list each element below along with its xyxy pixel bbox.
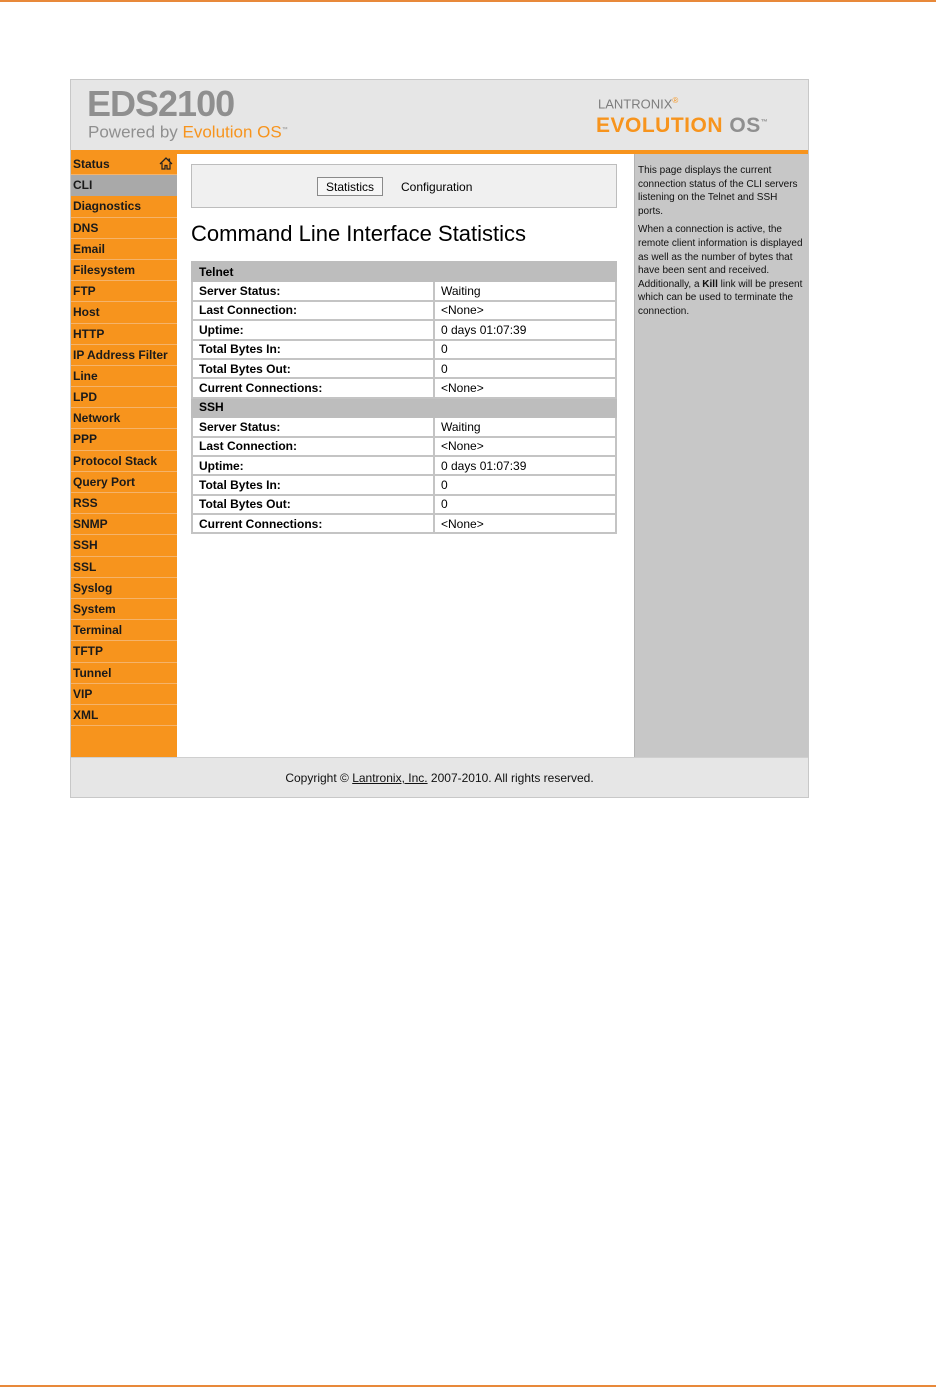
sidebar-nav xyxy=(71,154,177,757)
copyright-suffix: 2007-2010. All rights reserved. xyxy=(430,771,594,785)
sidebar-item-label: System xyxy=(73,601,116,616)
logo-vendor: LANTRONIX® xyxy=(598,96,679,112)
sidebar-item-snmp[interactable] xyxy=(71,514,177,535)
row-value: <None> xyxy=(434,301,616,320)
sidebar-item-label: Network xyxy=(73,411,121,426)
sidebar-item-ppp[interactable] xyxy=(71,429,177,450)
sidebar-item-tftp[interactable] xyxy=(71,641,177,662)
sidebar-item-label: DNS xyxy=(73,220,99,235)
main-content xyxy=(177,154,634,757)
powered-tm: ™ xyxy=(281,127,288,133)
tab-statistics[interactable]: Statistics xyxy=(317,177,383,196)
row-label: Server Status: xyxy=(192,281,434,300)
tab-bar xyxy=(191,164,617,208)
sidebar-item-host[interactable] xyxy=(71,302,177,323)
sidebar-item-network[interactable] xyxy=(71,408,177,429)
powered-prefix: Powered by xyxy=(88,122,178,142)
table-row xyxy=(192,437,616,456)
sidebar-item-ssl[interactable] xyxy=(71,557,177,578)
table-row xyxy=(192,281,616,300)
sidebar-item-label: Email xyxy=(73,241,106,256)
sidebar-item-label: Query Port xyxy=(73,474,136,489)
sidebar-item-label: Filesystem xyxy=(73,262,136,277)
row-value: 0 xyxy=(434,475,616,494)
header xyxy=(71,80,808,150)
row-value: 0 xyxy=(434,359,616,378)
row-value: <None> xyxy=(434,437,616,456)
table-row xyxy=(192,320,616,339)
row-value: 0 days 01:07:39 xyxy=(434,456,616,475)
sidebar-item-lpd[interactable] xyxy=(71,387,177,408)
row-value: <None> xyxy=(434,514,616,533)
row-label: Current Connections: xyxy=(192,514,434,533)
sidebar-item-label: VIP xyxy=(73,686,93,701)
powered-by xyxy=(88,120,288,143)
row-label: Total Bytes Out: xyxy=(192,359,434,378)
sidebar-item-label: Syslog xyxy=(73,580,113,595)
help-kill-term: Kill xyxy=(702,278,718,290)
sidebar-item-label: RSS xyxy=(73,496,98,510)
web-ui-frame xyxy=(70,79,809,798)
sidebar-item-syslog[interactable] xyxy=(71,578,177,599)
sidebar-item-http[interactable] xyxy=(71,324,177,345)
section-heading: Telnet xyxy=(192,262,616,281)
tab-configuration[interactable]: Configuration xyxy=(401,180,473,194)
row-label: Server Status: xyxy=(192,417,434,436)
sidebar-item-ftp[interactable] xyxy=(71,281,177,302)
home-icon[interactable] xyxy=(159,157,173,170)
sidebar-item-status[interactable] xyxy=(71,154,177,175)
table-row xyxy=(192,495,616,514)
row-label: Last Connection: xyxy=(192,301,434,320)
powered-brand: Evolution OS xyxy=(182,122,282,142)
sidebar-item-line[interactable] xyxy=(71,366,177,387)
sidebar-item-protocol-stack[interactable] xyxy=(71,451,177,472)
logo-product: EVOLUTION OS™ xyxy=(596,114,769,138)
bottom-rule xyxy=(0,1385,936,1387)
table-row xyxy=(192,475,616,494)
lantronix-logo xyxy=(596,94,796,138)
sidebar-item-terminal[interactable] xyxy=(71,620,177,641)
sidebar-item-label: TFTP xyxy=(73,644,103,659)
sidebar-item-rss[interactable] xyxy=(71,493,177,514)
sidebar-item-label: CLI xyxy=(73,178,93,193)
sidebar-item-label: SSH xyxy=(73,538,98,553)
sidebar-item-label: Protocol Stack xyxy=(73,453,158,468)
sidebar-item-tunnel[interactable] xyxy=(71,663,177,684)
row-value: 0 xyxy=(434,340,616,359)
sidebar-item-dns[interactable] xyxy=(71,218,177,239)
sidebar-item-ip-address-filter[interactable] xyxy=(71,345,177,366)
sidebar-item-query-port[interactable] xyxy=(71,472,177,493)
table-row xyxy=(192,359,616,378)
row-value: Waiting xyxy=(434,281,616,300)
footer xyxy=(71,757,808,797)
sidebar-item-label: LPD xyxy=(73,390,97,405)
row-value: Waiting xyxy=(434,417,616,436)
table-row xyxy=(192,456,616,475)
section-row-telnet xyxy=(192,262,616,281)
row-label: Total Bytes In: xyxy=(192,340,434,359)
sidebar-item-label: IP Address Filter xyxy=(73,347,168,362)
sidebar-item-vip[interactable] xyxy=(71,684,177,705)
row-value: <None> xyxy=(434,378,616,397)
sidebar-item-filesystem[interactable] xyxy=(71,260,177,281)
section-row-ssh xyxy=(192,398,616,417)
row-value: 0 xyxy=(434,495,616,514)
row-value: 0 days 01:07:39 xyxy=(434,320,616,339)
row-label: Total Bytes Out: xyxy=(192,495,434,514)
help-panel xyxy=(634,154,808,757)
top-rule xyxy=(0,0,936,2)
sidebar-item-label: XML xyxy=(73,707,99,722)
row-label: Last Connection: xyxy=(192,437,434,456)
copyright-prefix: Copyright © xyxy=(285,771,349,785)
row-label: Uptime: xyxy=(192,456,434,475)
sidebar-item-xml[interactable] xyxy=(71,705,177,726)
table-row xyxy=(192,378,616,397)
row-label: Current Connections: xyxy=(192,378,434,397)
section-heading: SSH xyxy=(192,398,616,417)
sidebar-item-label: PPP xyxy=(73,432,98,447)
table-row xyxy=(192,514,616,533)
sidebar-item-cli[interactable] xyxy=(71,175,177,196)
table-row xyxy=(192,340,616,359)
lantronix-link[interactable]: Lantronix, Inc. xyxy=(352,771,428,785)
help-text-intro: This page displays the current connection status of the CLI servers listening on the Telnet and SSH ports. xyxy=(638,165,798,217)
row-label: Uptime: xyxy=(192,320,434,339)
table-row xyxy=(192,301,616,320)
sidebar-item-ssh[interactable] xyxy=(71,535,177,556)
sidebar-item-label: HTTP xyxy=(73,326,105,341)
sidebar-item-system[interactable] xyxy=(71,599,177,620)
sidebar-item-label: Host xyxy=(73,305,100,320)
sidebar-item-label: Status xyxy=(73,157,110,171)
sidebar-item-label: Terminal xyxy=(73,623,123,638)
help-text-details: When a connection is active, the remote client information is displayed as well as the number of bytes that have been sent and received. Additionally, a Kill link will be present which can be used to terminate the connection. xyxy=(638,224,803,317)
product-name: EDS2100 xyxy=(87,83,235,124)
sidebar-item-label: Tunnel xyxy=(73,665,112,680)
sidebar-item-label: Line xyxy=(73,368,98,383)
cli-statistics-table xyxy=(191,261,617,534)
sidebar-item-email[interactable] xyxy=(71,239,177,260)
table-row xyxy=(192,417,616,436)
row-label: Total Bytes In: xyxy=(192,475,434,494)
page-title: Command Line Interface Statistics xyxy=(191,221,527,246)
sidebar-item-label: SSL xyxy=(73,559,97,574)
sidebar-item-label: SNMP xyxy=(73,517,108,532)
sidebar-item-diagnostics[interactable] xyxy=(71,196,177,217)
sidebar-item-label: FTP xyxy=(73,284,96,299)
sidebar-item-label: Diagnostics xyxy=(73,199,142,214)
